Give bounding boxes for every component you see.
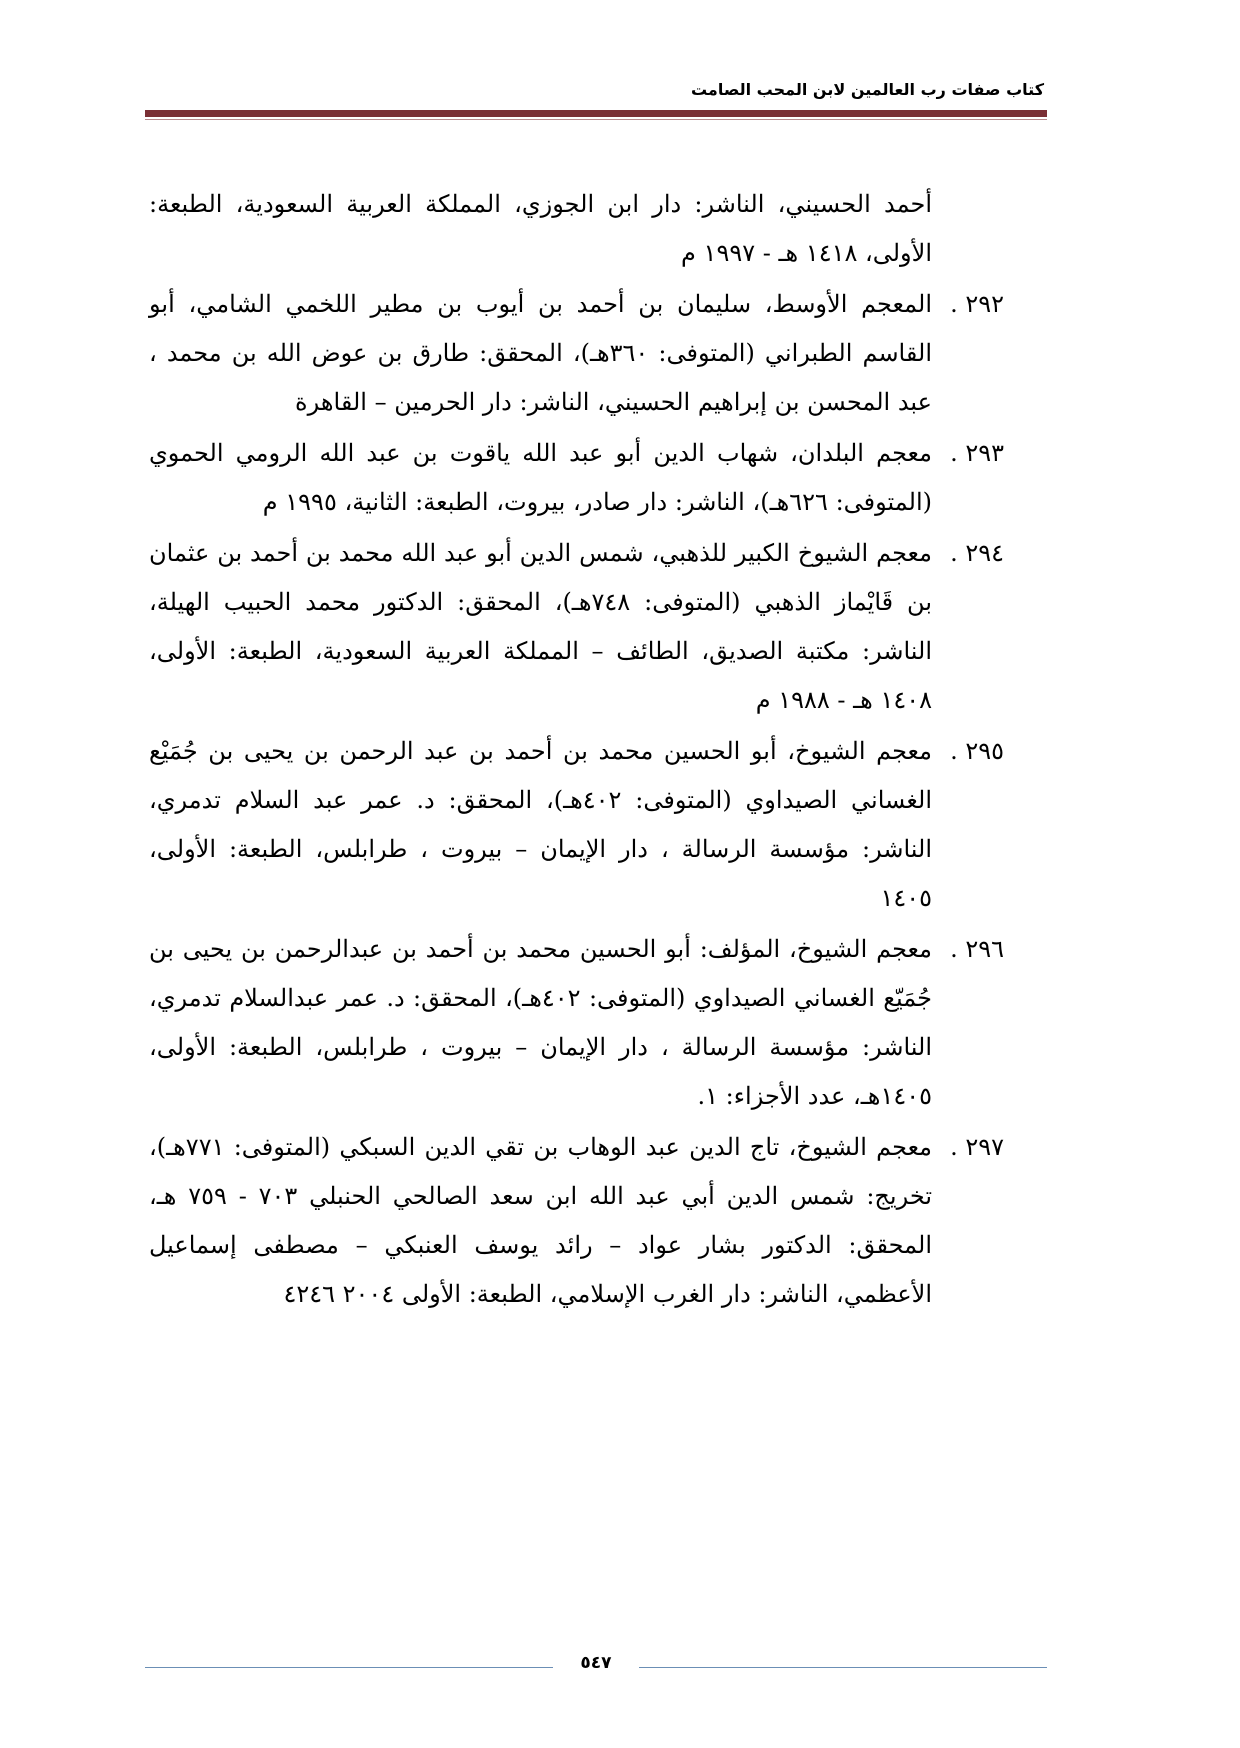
header-rule: [145, 110, 1047, 117]
page-number: ٥٤٧: [580, 1653, 612, 1673]
page-footer: [145, 1652, 1047, 1682]
reference-text: معجم الشيوخ، تاج الدين عبد الوهاب بن تقي الدين السبكي (المتوفى: ٧٧١هـ)، تخريج: شمس الدين أبي عبد الله ابن سعد الصالحي الحنبلي ٧٠٣ - ٧٥٩ هـ، المحقق: الدكتور بشار عواد – رائد يوسف العنبكي – مصطفى إسماعيل الأعظمي، الناشر: دار الغرب الإسلامي، الطبعة: الأولى ٢٠٠٤ ٤٢٤٦: [149, 1133, 933, 1308]
running-header: كتاب صفات رب العالمين لابن المحب الصامت: [690, 80, 1044, 99]
bibliography-content: [149, 180, 1004, 1319]
reference-entry-296: [149, 925, 1004, 1121]
reference-text: معجم الشيوخ الكبير للذهبي، شمس الدين أبو عبد الله محمد بن أحمد بن عثمان بن قَايْماز الذهبي (المتوفى: ٧٤٨هـ)، المحقق: الدكتور محمد الحبيب الهيلة، الناشر: مكتبة الصديق، الطائف – المملكة العربية السعودية، الطبعة: الأولى، ١٤٠٨ هـ - ١٩٨٨ م: [149, 539, 933, 714]
reference-entry-294: [149, 529, 1004, 725]
reference-text: المعجم الأوسط، سليمان بن أحمد بن أيوب بن مطير اللخمي الشامي، أبو القاسم الطبراني (المتوفى: ٣٦٠هـ)، المحقق: طارق بن عوض الله بن محمد ، عبد المحسن بن إبراهيم الحسيني، الناشر: دار الحرمين – القاهرة: [149, 290, 932, 416]
reference-text: معجم الشيوخ، المؤلف: أبو الحسين محمد بن أحمد بن عبدالرحمن بن يحيى بن جُمَيّع الغساني الصيداوي (المتوفى: ٤٠٢هـ)، المحقق: د. عمر عبدالسلام تدمري، الناشر: مؤسسة الرسالة ، دار الإيمان – بيروت ، طرابلس، الطبعة: الأولى، ١٤٠٥هـ، عدد الأجزاء: ١.: [149, 935, 933, 1110]
reference-number: ٢٩٣ .: [950, 439, 1004, 467]
reference-number: ٢٩٤ .: [950, 539, 1004, 567]
footer-rule-right: [639, 1667, 1047, 1668]
reference-text: معجم الشيوخ، أبو الحسين محمد بن أحمد بن عبد الرحمن بن يحيى بن جُمَيْع الغساني الصيداوي (المتوفى: ٤٠٢هـ)، المحقق: د. عمر عبد السلام تدمري، الناشر: مؤسسة الرسالة ، دار الإيمان – بيروت ، طرابلس، الطبعة: الأولى، ١٤٠٥: [149, 737, 932, 912]
header-rule-thin: [145, 119, 1047, 120]
reference-number: ٢٩٢ .: [950, 290, 1004, 318]
reference-number: ٢٩٧ .: [950, 1133, 1004, 1161]
continuation-paragraph: أحمد الحسيني، الناشر: دار ابن الجوزي، المملكة العربية السعودية، الطبعة: الأولى، ١٤١٨ هـ - ١٩٩٧ م: [149, 190, 932, 267]
reference-entry-292: [149, 280, 1004, 427]
reference-number: ٢٩٦ .: [950, 935, 1004, 963]
reference-entry-293: [149, 429, 1004, 527]
reference-text: معجم البلدان، شهاب الدين أبو عبد الله ياقوت بن عبد الله الرومي الحموي (المتوفى: ٦٢٦هـ)، الناشر: دار صادر، بيروت، الطبعة: الثانية، ١٩٩٥ م: [149, 439, 932, 516]
reference-entry-295: [149, 727, 1004, 923]
reference-number: ٢٩٥ .: [950, 737, 1004, 765]
reference-entry-297: [149, 1123, 1004, 1319]
